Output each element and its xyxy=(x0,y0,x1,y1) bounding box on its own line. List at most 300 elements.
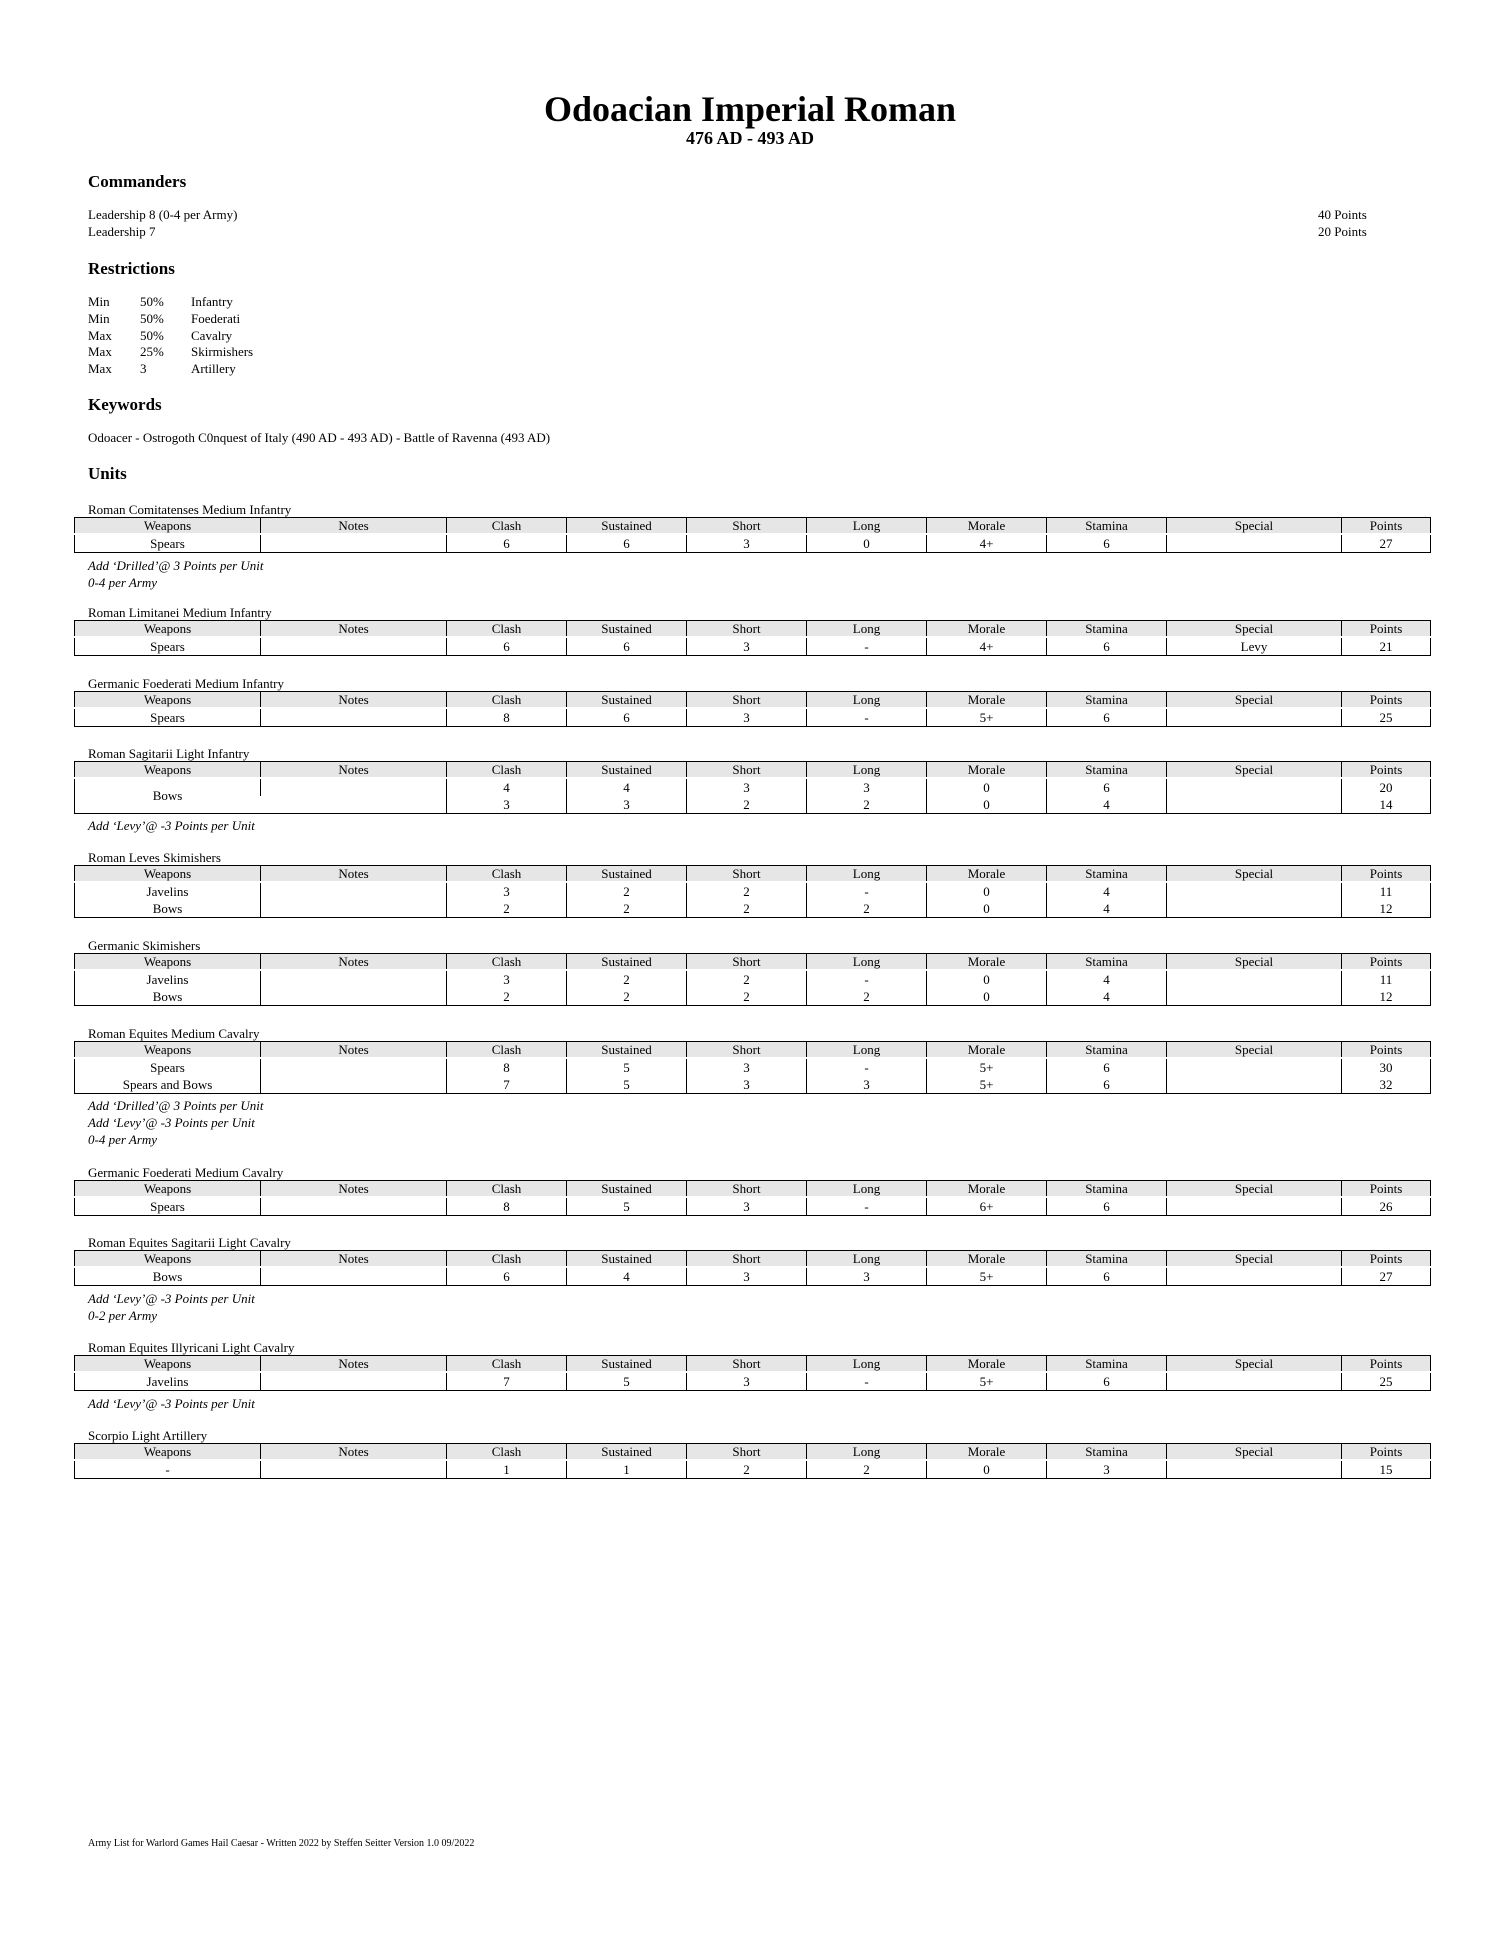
table-cell: 5+ xyxy=(927,1267,1047,1286)
table-cell: 3 xyxy=(687,534,807,553)
column-header: Stamina xyxy=(1047,762,1167,779)
column-header: Sustained xyxy=(567,866,687,883)
column-header: Notes xyxy=(261,1356,447,1373)
table-cell: Javelins xyxy=(146,883,189,899)
unit-stats-table xyxy=(74,691,1431,727)
table-row xyxy=(75,1197,1431,1216)
commander-row xyxy=(88,206,1388,223)
column-header: Morale xyxy=(927,1444,1047,1461)
column-header: Sustained xyxy=(567,1181,687,1198)
column-header: Points xyxy=(1342,866,1431,883)
table-cell: 12 xyxy=(1342,900,1431,918)
table-cell xyxy=(261,1197,447,1216)
column-header: Sustained xyxy=(567,762,687,779)
table-cell: Bows xyxy=(152,1268,183,1284)
column-header: Clash xyxy=(447,866,567,883)
table-header-row xyxy=(75,1356,1431,1373)
unit-stats-table xyxy=(74,1041,1431,1094)
column-header: Notes xyxy=(261,518,447,535)
table-cell: Spears xyxy=(150,638,185,654)
restriction-row xyxy=(88,360,253,377)
unit-name: Scorpio Light Artillery xyxy=(88,1428,208,1443)
table-row xyxy=(75,796,1431,814)
column-header: Special xyxy=(1167,518,1342,535)
column-header: Long xyxy=(807,866,927,883)
table-row xyxy=(75,988,1431,1006)
table-cell: 3 xyxy=(807,778,927,796)
unit-name: Roman Sagitarii Light Infantry xyxy=(88,746,250,761)
table-row xyxy=(75,1058,1431,1076)
table-cell: 8 xyxy=(447,1197,567,1216)
column-header: Points xyxy=(1342,692,1431,709)
column-header: Weapons xyxy=(75,518,261,535)
table-row xyxy=(75,534,1431,553)
table-cell xyxy=(1167,1076,1342,1094)
unit-note: Add ‘Drilled’@ 3 Points per Unit xyxy=(88,1098,264,1113)
table-cell: 2 xyxy=(567,900,687,918)
unit-name: Germanic Skimishers xyxy=(88,938,201,953)
table-row xyxy=(75,1267,1431,1286)
column-header: Morale xyxy=(927,954,1047,971)
table-cell: 5 xyxy=(567,1076,687,1094)
table-cell xyxy=(1167,900,1342,918)
column-header: Notes xyxy=(261,1042,447,1059)
column-header: Special xyxy=(1167,1181,1342,1198)
column-header: Stamina xyxy=(1047,518,1167,535)
table-cell xyxy=(1167,988,1342,1006)
table-cell: 0 xyxy=(807,534,927,553)
column-header: Clash xyxy=(447,954,567,971)
column-header: Notes xyxy=(261,1444,447,1461)
column-header: Points xyxy=(1342,1042,1431,1059)
unit-stats-table xyxy=(74,620,1431,656)
table-cell: 5 xyxy=(567,1372,687,1391)
table-cell: 3 xyxy=(687,1372,807,1391)
column-header: Stamina xyxy=(1047,1181,1167,1198)
table-cell: 3 xyxy=(447,882,567,900)
table-cell: 6 xyxy=(1047,778,1167,796)
table-cell: 4+ xyxy=(927,534,1047,553)
restriction-value: 50% xyxy=(140,310,164,326)
column-header: Morale xyxy=(927,621,1047,638)
table-cell: 5+ xyxy=(927,1058,1047,1076)
column-header: Morale xyxy=(927,1251,1047,1268)
table-cell: 2 xyxy=(687,970,807,988)
column-header: Short xyxy=(687,621,807,638)
table-row xyxy=(75,637,1431,656)
restrictions-heading: Restrictions xyxy=(88,259,175,278)
table-header-row xyxy=(75,1042,1431,1059)
column-header: Sustained xyxy=(567,954,687,971)
unit-stats-table xyxy=(74,1250,1431,1286)
column-header: Points xyxy=(1342,1444,1431,1461)
table-cell: 6 xyxy=(447,534,567,553)
table-cell: 32 xyxy=(1342,1076,1431,1094)
column-header: Weapons xyxy=(75,1251,261,1268)
table-cell: 4 xyxy=(1047,796,1167,814)
table-cell: 6 xyxy=(1047,1372,1167,1391)
column-header: Stamina xyxy=(1047,1444,1167,1461)
table-cell: 5+ xyxy=(927,1372,1047,1391)
table-cell: 0 xyxy=(927,1460,1047,1479)
column-header: Clash xyxy=(447,1042,567,1059)
table-cell: 8 xyxy=(447,708,567,727)
table-cell: 25 xyxy=(1342,1372,1431,1391)
table-cell xyxy=(1167,1197,1342,1216)
column-header: Weapons xyxy=(75,866,261,883)
table-cell: 4 xyxy=(1047,988,1167,1006)
table-row xyxy=(75,778,1431,796)
table-cell xyxy=(1167,1267,1342,1286)
table-cell: 6 xyxy=(567,637,687,656)
table-row xyxy=(75,1076,1431,1094)
table-cell: - xyxy=(807,1372,927,1391)
table-cell: 6 xyxy=(1047,708,1167,727)
table-cell: 6 xyxy=(567,534,687,553)
table-cell: 30 xyxy=(1342,1058,1431,1076)
table-cell: 2 xyxy=(447,900,567,918)
column-header: Weapons xyxy=(75,1181,261,1198)
table-cell: 3 xyxy=(687,778,807,796)
table-cell xyxy=(261,988,447,1006)
column-header: Clash xyxy=(447,762,567,779)
column-header: Stamina xyxy=(1047,866,1167,883)
table-cell: 25 xyxy=(1342,708,1431,727)
column-header: Notes xyxy=(261,954,447,971)
unit-name: Germanic Foederati Medium Cavalry xyxy=(88,1165,284,1180)
keywords-heading: Keywords xyxy=(88,395,162,414)
column-header: Special xyxy=(1167,621,1342,638)
column-header: Sustained xyxy=(567,1251,687,1268)
table-cell xyxy=(1167,970,1342,988)
table-cell: 6 xyxy=(1047,1058,1167,1076)
table-cell: Bows xyxy=(152,988,183,1004)
unit-stats-table xyxy=(74,517,1431,553)
commander-points: 40 Points xyxy=(1318,207,1367,222)
table-row xyxy=(75,882,1431,900)
column-header: Long xyxy=(807,1042,927,1059)
unit-stats-table xyxy=(74,1355,1431,1391)
table-cell: 2 xyxy=(687,1460,807,1479)
column-header: Weapons xyxy=(75,1444,261,1461)
column-header: Long xyxy=(807,1356,927,1373)
table-cell: 26 xyxy=(1342,1197,1431,1216)
restriction-row xyxy=(88,293,253,310)
table-cell xyxy=(261,1058,447,1076)
column-header: Points xyxy=(1342,1251,1431,1268)
unit-name: Roman Leves Skimishers xyxy=(88,850,221,865)
column-header: Notes xyxy=(261,1181,447,1198)
restriction-row xyxy=(88,327,253,344)
table-cell: 4 xyxy=(567,1267,687,1286)
table-header-row xyxy=(75,1251,1431,1268)
column-header: Special xyxy=(1167,762,1342,779)
table-cell: Spears and Bows xyxy=(122,1076,213,1092)
table-cell: 27 xyxy=(1342,1267,1431,1286)
column-header: Sustained xyxy=(567,621,687,638)
column-header: Short xyxy=(687,1356,807,1373)
restriction-category: Infantry xyxy=(191,294,233,309)
column-header: Notes xyxy=(261,1251,447,1268)
table-cell: 0 xyxy=(927,900,1047,918)
column-header: Weapons xyxy=(75,954,261,971)
column-header: Points xyxy=(1342,518,1431,535)
column-header: Short xyxy=(687,1251,807,1268)
column-header: Short xyxy=(687,866,807,883)
unit-note: Add ‘Drilled’@ 3 Points per Unit xyxy=(88,558,264,573)
table-cell: - xyxy=(807,1058,927,1076)
table-cell: 3 xyxy=(447,796,567,814)
column-header: Long xyxy=(807,762,927,779)
table-header-row xyxy=(75,692,1431,709)
unit-name: Roman Limitanei Medium Infantry xyxy=(88,605,272,620)
table-cell xyxy=(261,882,447,900)
column-header: Points xyxy=(1342,1181,1431,1198)
table-cell: Spears xyxy=(150,1059,185,1075)
table-cell xyxy=(1167,796,1342,814)
unit-name: Roman Equites Illyricani Light Cavalry xyxy=(88,1340,295,1355)
unit-name: Roman Equites Medium Cavalry xyxy=(88,1026,260,1041)
commander-name: Leadership 7 xyxy=(88,224,156,239)
table-cell: 11 xyxy=(1342,970,1431,988)
restriction-type: Max xyxy=(88,361,112,377)
restriction-type: Max xyxy=(88,344,112,360)
table-cell: 7 xyxy=(447,1372,567,1391)
column-header: Morale xyxy=(927,866,1047,883)
column-header: Weapons xyxy=(75,1356,261,1373)
table-cell: Javelins xyxy=(146,1373,189,1389)
table-cell: 2 xyxy=(807,796,927,814)
column-header: Stamina xyxy=(1047,1042,1167,1059)
unit-stats-table xyxy=(74,865,1431,918)
restriction-value: 50% xyxy=(140,327,164,343)
table-header-row xyxy=(75,1181,1431,1198)
table-cell: 6 xyxy=(1047,637,1167,656)
table-cell: 11 xyxy=(1342,882,1431,900)
table-cell xyxy=(1167,1460,1342,1479)
column-header: Long xyxy=(807,1181,927,1198)
table-cell: 3 xyxy=(687,708,807,727)
table-cell: 3 xyxy=(687,637,807,656)
table-cell: - xyxy=(807,1197,927,1216)
column-header: Points xyxy=(1342,621,1431,638)
table-cell xyxy=(261,1076,447,1094)
unit-notes xyxy=(88,817,255,834)
table-cell: Spears xyxy=(150,535,185,551)
table-header-row xyxy=(75,762,1431,779)
table-cell: 3 xyxy=(447,970,567,988)
table-cell: 4 xyxy=(1047,882,1167,900)
table-cell: 2 xyxy=(807,988,927,1006)
column-header: Special xyxy=(1167,954,1342,971)
commander-name: Leadership 8 (0-4 per Army) xyxy=(88,207,238,222)
column-header: Morale xyxy=(927,1042,1047,1059)
table-row xyxy=(75,1372,1431,1391)
column-header: Clash xyxy=(447,518,567,535)
column-header: Clash xyxy=(447,1444,567,1461)
table-cell: 1 xyxy=(567,1460,687,1479)
restrictions-list xyxy=(88,293,253,377)
restriction-value: 25% xyxy=(140,344,164,360)
table-cell: 3 xyxy=(567,796,687,814)
unit-name: Germanic Foederati Medium Infantry xyxy=(88,676,285,691)
unit-note: 0-4 per Army xyxy=(88,1132,158,1147)
table-cell xyxy=(261,637,447,656)
commanders-heading: Commanders xyxy=(88,172,187,191)
table-cell: 1 xyxy=(447,1460,567,1479)
table-cell: 3 xyxy=(687,1267,807,1286)
table-cell: 2 xyxy=(687,988,807,1006)
table-cell xyxy=(261,778,447,796)
column-header: Clash xyxy=(447,1356,567,1373)
table-cell: 4 xyxy=(1047,970,1167,988)
column-header: Special xyxy=(1167,866,1342,883)
table-cell xyxy=(1167,1058,1342,1076)
unit-note: Add ‘Levy’@ -3 Points per Unit xyxy=(88,818,255,833)
table-cell: 6 xyxy=(1047,1076,1167,1094)
table-cell: 6 xyxy=(1047,1267,1167,1286)
table-cell: 2 xyxy=(687,796,807,814)
units-heading: Units xyxy=(88,464,127,483)
table-cell: 5+ xyxy=(927,708,1047,727)
table-cell: 3 xyxy=(1047,1460,1167,1479)
table-cell: 2 xyxy=(687,900,807,918)
table-row xyxy=(75,900,1431,918)
column-header: Special xyxy=(1167,1251,1342,1268)
table-cell: 4+ xyxy=(927,637,1047,656)
column-header: Short xyxy=(687,1042,807,1059)
table-cell: 27 xyxy=(1342,534,1431,553)
table-cell xyxy=(1167,882,1342,900)
column-header: Stamina xyxy=(1047,1251,1167,1268)
table-row xyxy=(75,970,1431,988)
table-cell: 6 xyxy=(447,1267,567,1286)
restriction-category: Cavalry xyxy=(191,327,233,343)
table-cell xyxy=(1167,708,1342,727)
column-header: Morale xyxy=(927,518,1047,535)
table-cell: 0 xyxy=(927,882,1047,900)
table-cell: 3 xyxy=(807,1076,927,1094)
column-header: Morale xyxy=(927,1181,1047,1198)
column-header: Sustained xyxy=(567,518,687,535)
table-cell: 4 xyxy=(1047,900,1167,918)
table-cell: - xyxy=(807,708,927,727)
column-header: Points xyxy=(1342,762,1431,779)
table-cell: Bows xyxy=(152,788,183,803)
column-header: Special xyxy=(1167,1042,1342,1059)
unit-note: Add ‘Levy’@ -3 Points per Unit xyxy=(88,1115,255,1130)
column-header: Stamina xyxy=(1047,1356,1167,1373)
commander-row xyxy=(88,223,1388,240)
unit-stats-table xyxy=(74,761,1431,814)
column-header: Points xyxy=(1342,1356,1431,1373)
table-cell: 3 xyxy=(687,1058,807,1076)
column-header: Sustained xyxy=(567,1444,687,1461)
table-cell: - xyxy=(807,637,927,656)
unit-note: Add ‘Levy’@ -3 Points per Unit xyxy=(88,1396,255,1411)
table-header-row xyxy=(75,866,1431,883)
table-cell: 3 xyxy=(687,1076,807,1094)
commander-points: 20 Points xyxy=(1318,224,1367,239)
table-cell: 0 xyxy=(927,970,1047,988)
column-header: Morale xyxy=(927,692,1047,709)
table-cell: 8 xyxy=(447,1058,567,1076)
unit-name: Roman Equites Sagitarii Light Cavalry xyxy=(88,1235,291,1250)
table-cell: 5 xyxy=(567,1058,687,1076)
unit-stats-table xyxy=(74,1443,1431,1479)
table-cell xyxy=(1167,778,1342,796)
table-cell: Spears xyxy=(150,709,185,725)
page-title: Odoacian Imperial Roman xyxy=(543,89,956,129)
table-cell: 5+ xyxy=(927,1076,1047,1094)
column-header: Weapons xyxy=(75,621,261,638)
column-header: Special xyxy=(1167,1356,1342,1373)
unit-notes xyxy=(88,1097,264,1148)
table-row xyxy=(75,1460,1431,1479)
table-cell: Levy xyxy=(1167,637,1342,656)
column-header: Stamina xyxy=(1047,954,1167,971)
table-cell: - xyxy=(807,882,927,900)
table-cell: 6 xyxy=(567,708,687,727)
table-cell xyxy=(261,796,447,814)
column-header: Long xyxy=(807,1444,927,1461)
unit-stats-table xyxy=(74,1180,1431,1216)
table-cell: 14 xyxy=(1342,796,1431,814)
table-cell: 4 xyxy=(567,778,687,796)
column-header: Special xyxy=(1167,692,1342,709)
unit-stats-table xyxy=(74,953,1431,1006)
table-cell: 0 xyxy=(927,988,1047,1006)
table-cell: 0 xyxy=(927,778,1047,796)
column-header: Sustained xyxy=(567,1042,687,1059)
column-header: Short xyxy=(687,518,807,535)
column-header: Short xyxy=(687,1444,807,1461)
table-cell xyxy=(261,1372,447,1391)
table-cell: - xyxy=(807,970,927,988)
table-header-row xyxy=(75,518,1431,535)
restriction-type: Min xyxy=(88,310,110,326)
restriction-value: 50% xyxy=(140,294,164,309)
table-cell: 7 xyxy=(447,1076,567,1094)
table-cell xyxy=(261,970,447,988)
table-cell: 3 xyxy=(687,1197,807,1216)
restriction-type: Min xyxy=(88,294,110,309)
table-cell xyxy=(261,708,447,727)
table-cell: 12 xyxy=(1342,988,1431,1006)
table-cell: 6 xyxy=(1047,534,1167,553)
column-header: Short xyxy=(687,762,807,779)
column-header: Stamina xyxy=(1047,692,1167,709)
table-cell: 6 xyxy=(447,637,567,656)
page-subtitle: 476 AD - 493 AD xyxy=(685,128,814,148)
column-header: Sustained xyxy=(567,692,687,709)
restriction-type: Max xyxy=(88,327,112,343)
table-cell: 15 xyxy=(1342,1460,1431,1479)
column-header: Long xyxy=(807,692,927,709)
table-cell: 5 xyxy=(567,1197,687,1216)
column-header: Notes xyxy=(261,762,447,779)
unit-note: 0-2 per Army xyxy=(88,1308,158,1323)
table-cell: 0 xyxy=(927,796,1047,814)
table-cell: 4 xyxy=(447,778,567,796)
table-cell: 2 xyxy=(567,988,687,1006)
restriction-value: 3 xyxy=(140,361,147,377)
table-cell: 21 xyxy=(1342,637,1431,656)
table-cell: 2 xyxy=(567,882,687,900)
unit-notes xyxy=(88,557,264,591)
restriction-row xyxy=(88,343,253,360)
column-header: Notes xyxy=(261,621,447,638)
